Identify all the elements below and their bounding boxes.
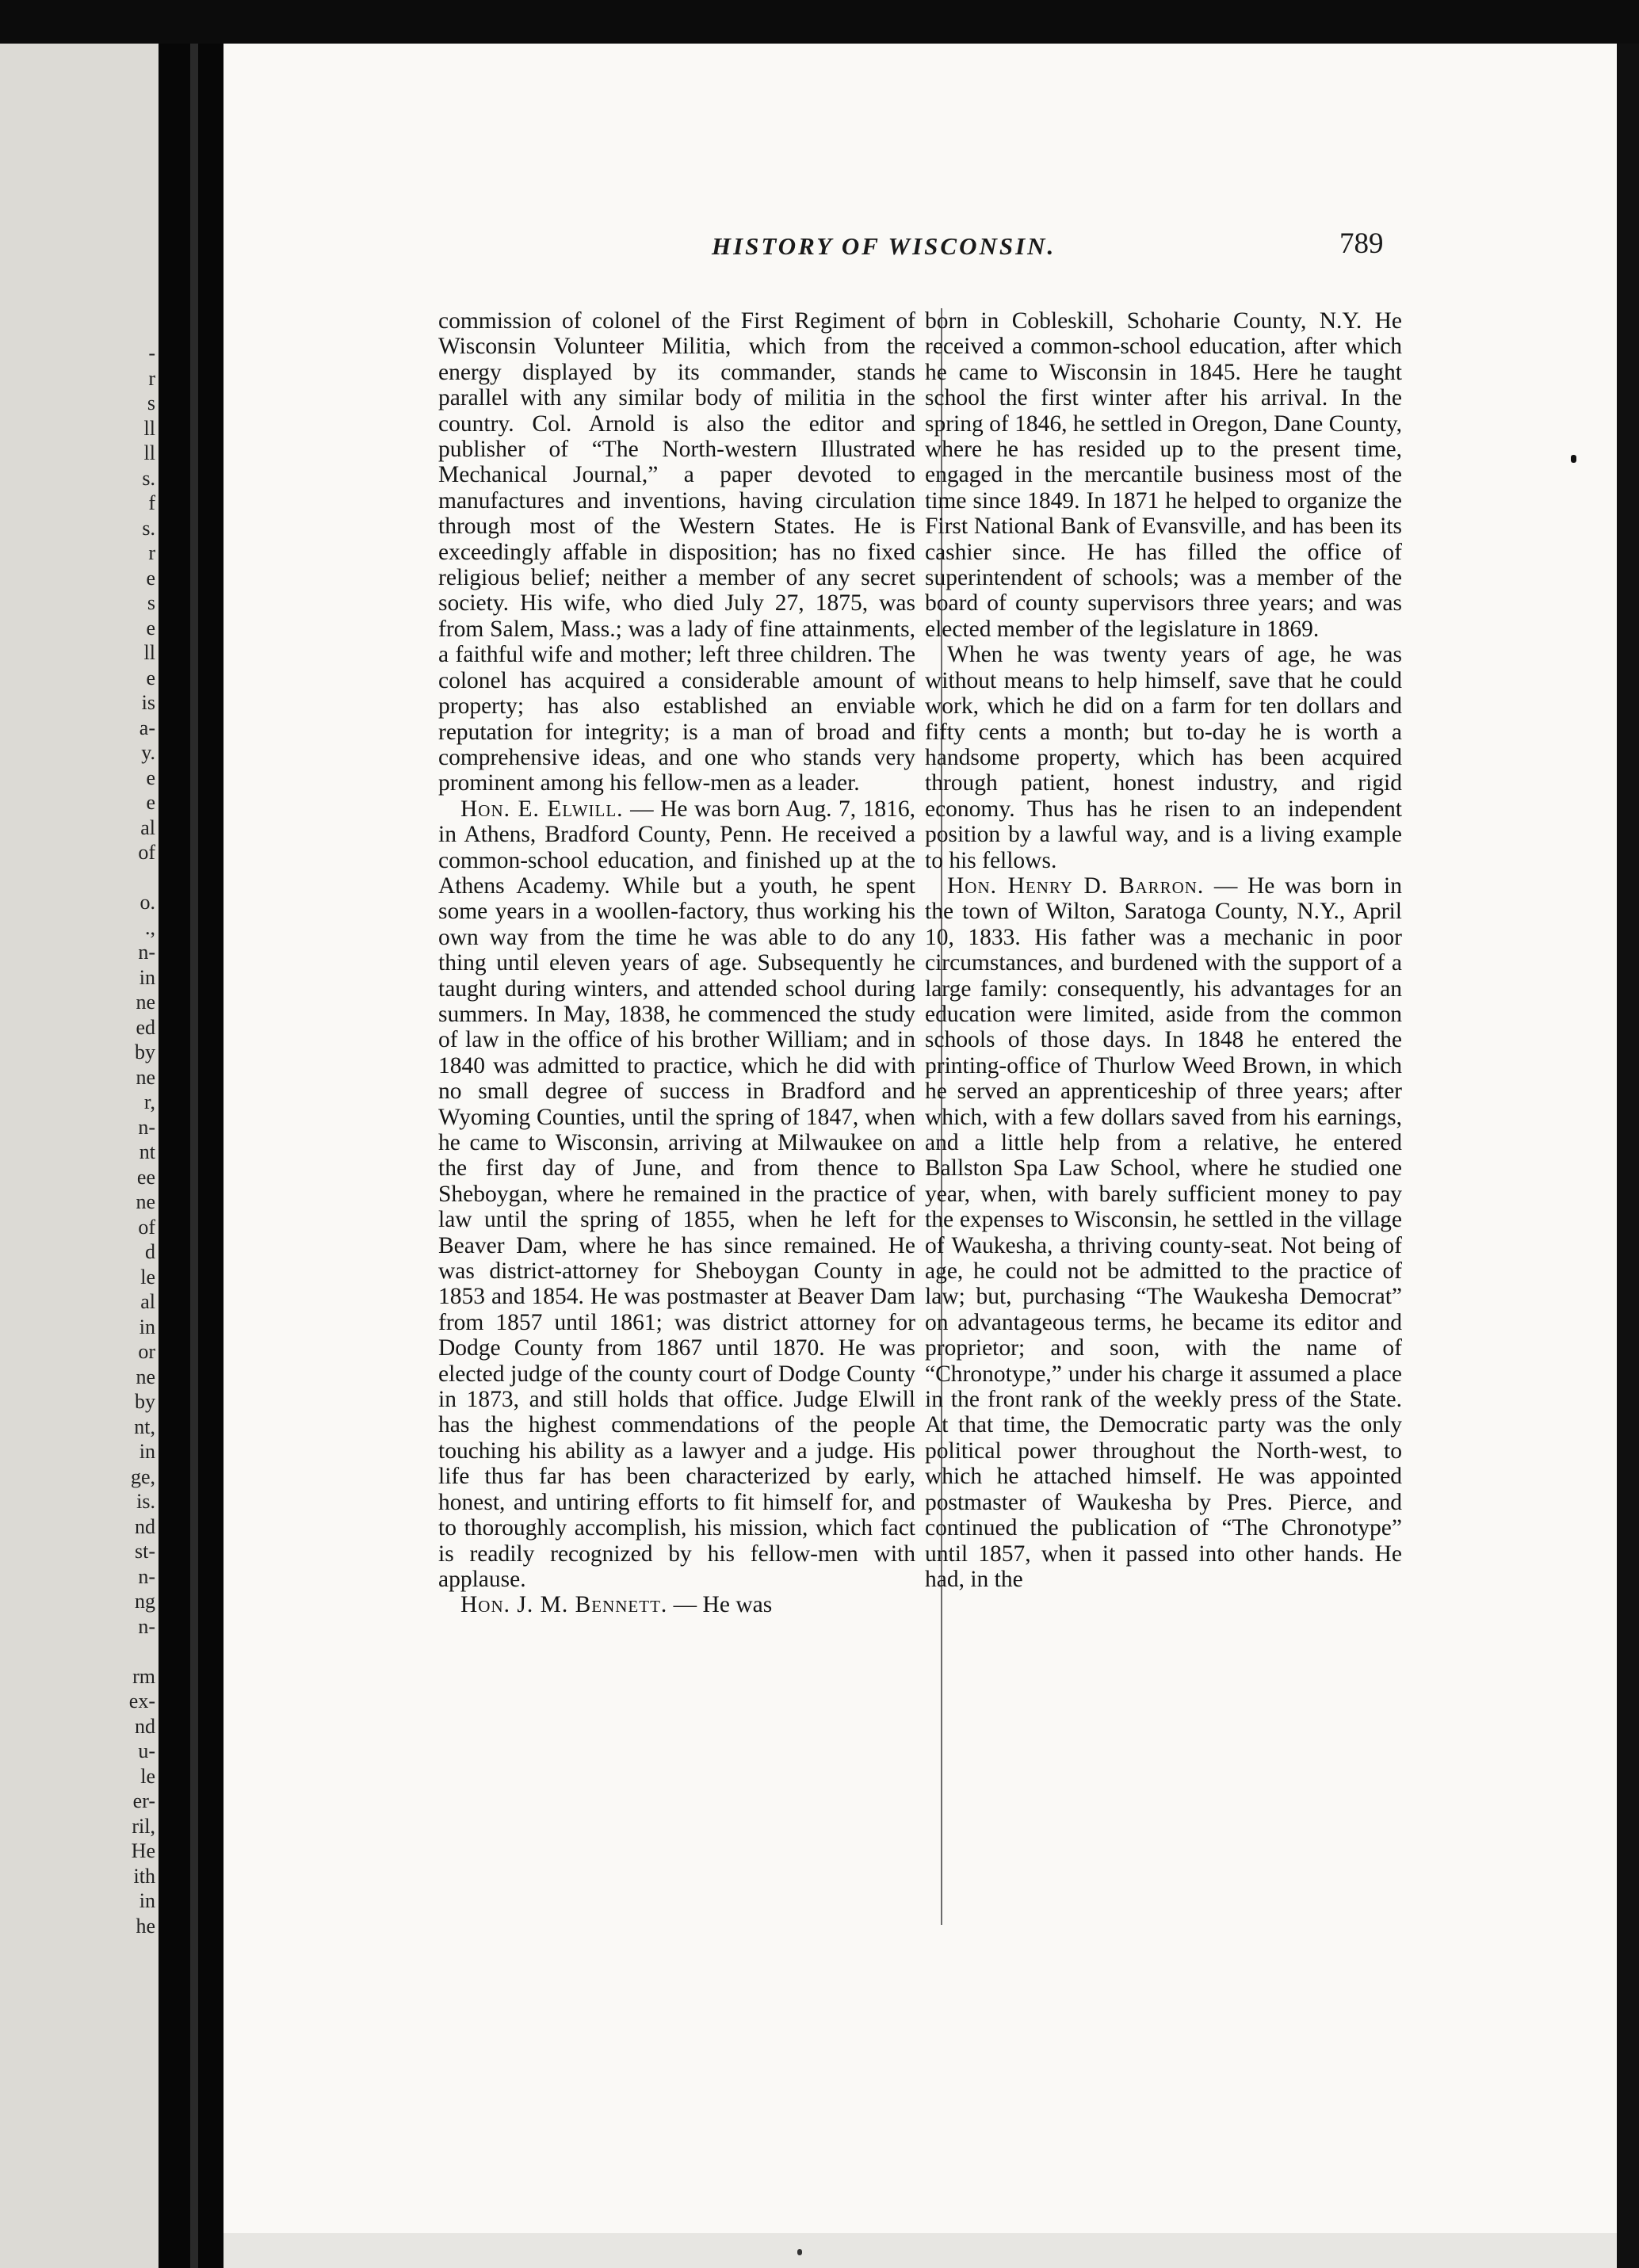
page-speck <box>1571 455 1576 463</box>
facing-page-fragment: al <box>140 815 155 839</box>
paragraph <box>438 308 915 796</box>
book-page <box>224 44 1617 2233</box>
facing-page-fragment: is. <box>136 1490 155 1513</box>
facing-page-fragment: ne <box>136 1190 155 1213</box>
facing-page-strip <box>0 44 159 2268</box>
paragraph <box>438 1592 915 1617</box>
facing-page-fragment: e <box>146 616 155 640</box>
facing-page-fragment: ll <box>143 441 155 464</box>
facing-page-fragment: in <box>139 1315 155 1338</box>
facing-page-fragment: is <box>141 691 155 714</box>
facing-page-fragment: s. <box>142 516 155 540</box>
paragraph-text: commission of colonel of the First Regiment of Wisconsin Volunteer Militia, which from the energy displayed by its commander, stands parallel with any similar body of militia in the country. Col. Arnold is also the editor and publisher of “The North-western Illustrated Mechanical Journal,” a paper devoted to manufactures and inventions, having circulation through most of the Western States. He is exceedingly affable in disposition; has no fixed religious belief; neither a member of any secret society. His wife, who died July 27, 1875, was from Salem, Mass.; was a lady of fine attainments, a faithful wife and mother; left three children. The colonel has acquired a considerable amount of property; has also established an enviable reputation for integrity; is a man of broad and comprehensive ideas, and one who stands very prominent among his fellow-men as a leader. <box>438 308 915 796</box>
paragraph-text: born in Cobleskill, Schoharie County, N.Y. He received a common-school education, after which he came to Wisconsin in 1845. Here he taught school the first winter after his arrival. In the spring of 1846, he settled in Oregon, Dane County, where he has resided up to the present time, engaged in the mercantile business most of the time since 1849. In 1871 he helped to organize the First National Bank of Evansville, and has been its cashier since. He has filled the office of superintendent of schools; was a member of the board of county supervisors three years; and was elected member of the legislature in 1869. <box>925 308 1402 642</box>
facing-page-fragment: al <box>140 1290 155 1313</box>
facing-page-fragment: o. <box>139 891 155 914</box>
facing-page-fragment: in <box>139 965 155 989</box>
facing-page-fragment: by <box>135 1040 155 1063</box>
facing-page-fragment: ll <box>143 641 155 664</box>
facing-page-fragment: n- <box>138 1115 155 1139</box>
facing-page-fragment: of <box>138 841 155 864</box>
facing-page-fragment: u- <box>138 1739 155 1762</box>
paragraph-text: — He was born in the town of Wilton, Saratoga County, N.Y., April 10, 1833. His father was a mechanic in poor circumstances, and burdened with the support of a large family: consequently, his advantages for an education were limited, aside from the common schools of those days. In 1848 he entered the printing-office of Thurlow Weed Brown, in which he served an apprenticeship of three years; after which, with a few dollars saved from his earnings, and a little help from a relative, he entered Ballston Spa Law School, where he studied one year, when, with barely sufficient money to pay the expenses to Wisconsin, he settled in the village of Waukesha, a thriving county-seat. Not being of age, he could not be admitted to the practice of law; but, purchasing “The Waukesha Democrat” on advantageous terms, he became its editor and proprietor; and soon, with the name of “Chronotype,” under his charge it assumed a place in the front rank of the weekly press of the State. At that time, the Democratic party was the only political power throughout the North-west, to which he attached himself. He was appointed postmaster of Waukesha by Pres. Pierce, and continued the publication of “The Chronotype” until 1857, when it passed into other hands. He had, in the <box>925 872 1403 1592</box>
facing-page-fragment: ll <box>143 416 155 440</box>
facing-page-fragment: s <box>147 591 155 614</box>
facing-page-fragment: ed <box>136 1015 155 1039</box>
text-column-right <box>925 308 1402 1592</box>
scan-border-bottom <box>224 2233 1617 2268</box>
facing-page-fragment: - <box>148 342 155 365</box>
scan-border-right <box>1617 44 1639 2268</box>
paragraph-text: — He was <box>667 1592 773 1618</box>
biography-name: Hon. E. Elwill. <box>460 796 624 822</box>
biography-name: Hon. J. M. Bennett. <box>460 1592 668 1618</box>
facing-page-fragment: in <box>139 1440 155 1463</box>
paragraph <box>925 873 1402 1592</box>
paragraph-text: — He was born Aug. 7, 1816, in Athens, Bradford County, Penn. He received a common-school education, and finished up at the Athens Academy. While but a youth, he spent some years in a woollen-factory, thus working his own way from the time he was able to do any thing until eleven years of age. Subsequently he taught during winters, and attended school during summers. In May, 1838, he commenced the study of law in the office of his brother William; and in 1840 was admitted to practice, which he did with no small degree of success in Bradford and Wyoming Counties, until the spring of 1847, when he came to Wisconsin, arriving at Milwaukee on the first day of June, and from thence to Sheboygan, where he remained in the practice of law until the spring of 1855, when he left for Beaver Dam, where he has since remained. He was district-attorney for Sheboygan County in 1853 and 1854. He was postmaster at Beaver Dam from 1857 until 1861; was district attorney for Dodge County from 1867 until 1870. He was elected judge of the county court of Dodge County in 1873, and still holds that office. Judge Elwill has the highest commendations of the people touching his ability as a lawyer and a judge. His life thus far has been characterized by early, honest, and untiring efforts to fit himself for, and to thoroughly accomplish, his mission, which fact is readily recognized by his fellow-men with applause. <box>438 796 915 1592</box>
facing-page-fragment: he <box>136 1914 155 1938</box>
facing-page-fragment: st- <box>135 1540 155 1563</box>
facing-page-fragment: nd <box>135 1514 155 1538</box>
facing-page-fragment: n- <box>138 1564 155 1588</box>
facing-page-fragment: le <box>140 1764 155 1788</box>
running-title: HISTORY OF WISCONSIN. <box>712 232 1056 260</box>
facing-page-fragment: of <box>138 1215 155 1239</box>
facing-page-fragment: er- <box>132 1789 155 1812</box>
facing-page-fragment: e <box>146 566 155 590</box>
text-column-left <box>438 308 915 1618</box>
facing-page-fragment: f <box>148 491 155 514</box>
facing-page-fragment: rm <box>132 1664 155 1688</box>
facing-page-fragment: d <box>145 1240 155 1263</box>
facing-page-fragment: a- <box>139 716 155 739</box>
gutter-edge <box>190 44 198 2268</box>
facing-page-fragment: ng <box>135 1590 155 1613</box>
facing-page-fragment: n- <box>138 1614 155 1638</box>
facing-page-fragment: e <box>146 766 155 789</box>
facing-page-fragment: ex- <box>128 1690 155 1712</box>
facing-page-fragment: e <box>146 791 155 814</box>
facing-page-fragment: s. <box>142 466 155 490</box>
facing-page-fragment: nt, <box>134 1415 155 1438</box>
facing-page-fragment: r <box>148 366 155 390</box>
facing-page-fragment: ge, <box>130 1464 155 1488</box>
facing-page-fragment: by <box>135 1390 155 1413</box>
facing-page-fragment: e <box>146 666 155 689</box>
page-speck-bottom <box>797 2249 802 2255</box>
biography-name: Hon. Henry D. Barron. <box>947 872 1205 899</box>
facing-page-fragment: r, <box>143 1090 155 1113</box>
facing-page-fragment: ne <box>136 991 155 1014</box>
facing-page-fragment: r <box>148 541 155 564</box>
facing-page-fragment: He <box>131 1839 155 1862</box>
facing-page-fragment: ne <box>136 1065 155 1089</box>
facing-page-fragment: nt <box>139 1140 155 1163</box>
facing-page-fragment: ne <box>136 1365 155 1388</box>
scan-border-top <box>0 0 1639 44</box>
facing-page-fragment: in <box>139 1889 155 1912</box>
paragraph <box>925 308 1402 642</box>
facing-page-fragment: n- <box>138 941 155 964</box>
facing-page-fragment: ., <box>145 915 155 939</box>
facing-page-fragment: or <box>138 1340 155 1363</box>
paragraph <box>438 796 915 1593</box>
paragraph <box>925 642 1402 873</box>
paragraph-text: When he was twenty years of age, he was without means to help himself, save that he could work, which he did on a farm for ten dollars and fifty cents a month; but to-day he is worth a handsome property, which has been acquired through patient, honest industry, and rigid economy. Thus has he risen to an independent position by a lawful way, and is a living example to his fellows. <box>925 642 1402 873</box>
facing-page-fragment: ith <box>133 1864 155 1888</box>
facing-page-fragment: ee <box>136 1165 155 1189</box>
facing-page-fragment: s <box>147 391 155 414</box>
facing-page-fragment: y. <box>141 741 155 764</box>
facing-page-fragment: le <box>140 1265 155 1289</box>
page-number: 789 <box>1339 227 1384 260</box>
facing-page-fragment: nd <box>135 1714 155 1738</box>
facing-page-fragment: ril, <box>132 1814 155 1838</box>
